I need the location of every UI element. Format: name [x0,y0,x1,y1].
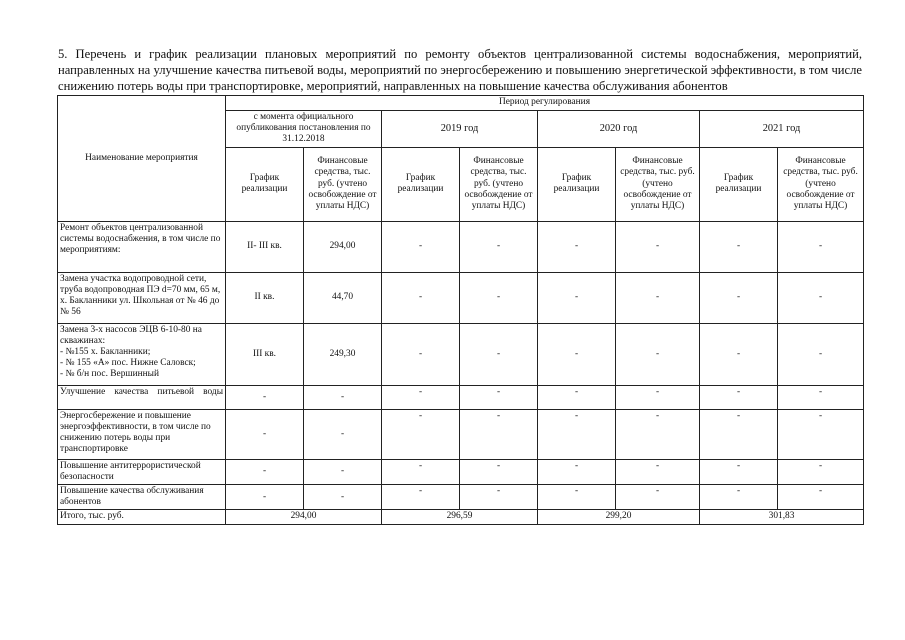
table-cell: - [460,459,538,484]
table-cell: - [382,485,460,510]
table-cell: 294,00 [304,221,382,272]
total-value-2018: 294,00 [226,510,382,524]
period-header: Период регулирования [226,96,864,111]
table-cell: - [700,221,778,272]
table-cell: - [700,459,778,484]
table-cell: - [460,221,538,272]
table-cell: - [778,385,864,409]
table-cell: - [700,485,778,510]
table-row [58,409,864,459]
table-cell: - [700,385,778,409]
table-cell: - [460,323,538,385]
col-header-name: Наименование мероприятия [58,96,226,222]
table-cell: - [304,485,382,510]
table-cell: - [538,409,616,459]
table-cell: - [382,409,460,459]
table-cell: - [382,385,460,409]
table-cell: - [616,459,700,484]
row-name: Замена участка водопроводной сети, труба водопроводная ПЭ d=70 мм, 65 м, х. Бакланники ул. Школьная от № 46 до № 56 [58,272,226,323]
row-name: Ремонт объектов централизованной системы водоснабжения, в том числе по мероприятиям: [58,221,226,272]
table-cell: - [382,459,460,484]
table-cell: 44,70 [304,272,382,323]
table-cell: - [538,221,616,272]
sub-header-finance: Финансовые средства, тыс. руб. (учтено освобождение от уплаты НДС) [778,147,864,221]
table-cell: - [226,459,304,484]
table-cell: - [778,272,864,323]
table-cell: - [778,221,864,272]
sub-header-schedule: График реализации [226,147,304,221]
table-cell: - [616,409,700,459]
table-cell: 249,30 [304,323,382,385]
table-cell: - [382,221,460,272]
table-cell: - [226,409,304,459]
table-cell: - [616,272,700,323]
sub-header-schedule: График реализации [700,147,778,221]
table-cell: - [700,323,778,385]
table-cell: - [700,272,778,323]
table-cell: - [538,485,616,510]
period-header-2019: 2019 год [382,111,538,148]
table-cell: - [778,485,864,510]
sub-header-schedule: График реализации [382,147,460,221]
row-name: Замена 3-х насосов ЭЦВ 6-10-80 на скважинах: - №155 х. Бакланники; - № 155 «А» пос. Нижне Саловск; - № б/н пос. Вершинный [58,323,226,385]
table-cell: - [304,409,382,459]
table-cell: II кв. [226,272,304,323]
sub-header-schedule: График реализации [538,147,616,221]
table-cell: - [538,272,616,323]
row-name: Энергосбережение и повышение энергоэффективности, в том числе по снижению потерь воды при транспортировке [58,409,226,459]
table-cell: - [616,323,700,385]
total-row [58,510,864,524]
row-name: Повышение антитеррористической безопасности [58,459,226,484]
table-cell: - [226,485,304,510]
table-cell: - [460,485,538,510]
row-name: Повышение качества обслуживания абонентов [58,485,226,510]
table-cell: - [304,385,382,409]
row-name: Улучшение качества питьевой воды [58,385,226,409]
sub-header-finance: Финансовые средства, тыс. руб. (учтено освобождение от уплаты НДС) [616,147,700,221]
sub-header-finance: Финансовые средства, тыс. руб. (учтено освобождение от уплаты НДС) [460,147,538,221]
table-cell: - [226,385,304,409]
table-cell: - [538,323,616,385]
table-cell: III кв. [226,323,304,385]
table-cell: - [616,221,700,272]
table-row [58,323,864,385]
table-row [58,221,864,272]
table-cell: - [616,485,700,510]
table-cell: - [460,409,538,459]
table-cell: - [538,385,616,409]
total-value-2020: 299,20 [538,510,700,524]
table-cell: - [382,272,460,323]
table-cell: - [616,385,700,409]
table-cell: - [382,323,460,385]
table-row [58,459,864,484]
sub-header-finance: Финансовые средства, тыс. руб. (учтено освобождение от уплаты НДС) [304,147,382,221]
section-heading: 5. Перечень и график реализации плановых мероприятий по ремонту объектов централизованной системы водоснабжения, мероприятий, направленных на улучшение качества питьевой воды, мероприятий по энергосбережению и повышению энергетической эффективности, в том числе снижению потерь воды при транспортировке, мероприятий, направленных на повышение качества обслуживания абонентов [58,47,862,93]
table-cell: - [778,323,864,385]
period-header-2021: 2021 год [700,111,864,148]
table-cell: - [778,459,864,484]
measures-table [57,95,864,525]
table-row [58,272,864,323]
total-label: Итого, тыс. руб. [58,510,226,524]
total-value-2021: 301,83 [700,510,864,524]
table-row [58,385,864,409]
table-cell: - [700,409,778,459]
table-cell: - [778,409,864,459]
table-cell: - [460,272,538,323]
period-header-2020: 2020 год [538,111,700,148]
table-cell: II- III кв. [226,221,304,272]
table-cell: - [538,459,616,484]
period-header-2018: с момента официального опубликования постановления по 31.12.2018 [226,111,382,148]
table-cell: - [304,459,382,484]
total-value-2019: 296,59 [382,510,538,524]
table-row [58,485,864,510]
table-cell: - [460,385,538,409]
